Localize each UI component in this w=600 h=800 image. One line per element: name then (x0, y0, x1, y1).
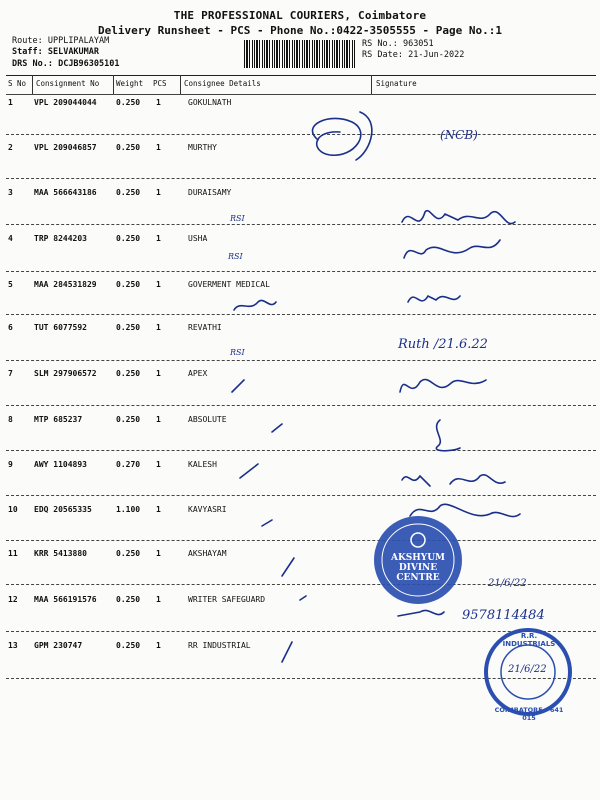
col-header-pcs: PCS (153, 79, 167, 88)
signature-mark (404, 240, 500, 258)
rs-date-value: 21-Jun-2022 (408, 50, 465, 60)
route-value: UPPLIPALAYAM (47, 36, 110, 46)
tick-mark (300, 596, 306, 600)
signature-mark (402, 211, 515, 224)
route-line: Route: UPPLIPALAYAM (12, 36, 110, 46)
handwriting-phone: 9578114484 (462, 608, 545, 623)
signature-mark (312, 112, 371, 160)
drs-value: DCJB96305101 (58, 59, 120, 69)
col-header-consignee: Consignee Details (184, 79, 261, 88)
signature-mark (398, 610, 444, 616)
col-header-signature: Signature (376, 79, 417, 88)
company-title: THE PROFESSIONAL COURIERS, Coimbatore (173, 9, 427, 22)
handwriting-ncb: (NCB) (440, 128, 478, 142)
col-header-consignment: Consignment No (36, 79, 100, 88)
signature-mark (402, 475, 505, 486)
rs-no-value: 963051 (402, 39, 434, 49)
handwriting-date: 21/6/22 (488, 578, 527, 589)
rr-stamp-date: 21/6/22 (508, 664, 547, 675)
tick-mark (240, 464, 258, 478)
staff-value: SELVAKUMAR (47, 47, 100, 57)
handwriting-revathi-date: Ruth /21.6.22 (398, 337, 488, 352)
akshyum-stamp-text: AKSHYUM DIVINE CENTRE (390, 553, 446, 583)
runsheet-subtitle: Delivery Runsheet - PCS - Phone No.:0422-3505555 - Page No.:1 (98, 24, 502, 37)
staff-line: Staff: SELVAKUMAR (12, 47, 100, 57)
handwriting-rsi: RSI (230, 214, 245, 223)
tick-mark (282, 642, 292, 662)
handwriting-rsi: RSI (228, 252, 243, 261)
rr-stamp-bottom: COIMBATORE - 641 015 (494, 706, 564, 722)
col-header-sno: S No (8, 79, 27, 88)
signature-mark (234, 300, 276, 310)
signature-mark (400, 379, 486, 392)
runsheet-page: THE PROFESSIONAL COURIERS, Coimbatore Delivery Runsheet - PCS - Phone No.:0422-3505555 - Page No.:1 Route: UPPLIPALAYAM Staff: SELVAKUMAR DRS No.: DCJB96305101 RS No.: 963051 RS Date: 21-Jun-2022 S No Consignment No Weight PCS Consignee Details Signature 1 VPL 209044044 0.250 1 GOKULNATH 2 VPL 209046857 0.250 1 MURTHY 3 MAA 566643186 0.250 1 DURAISAMY 4 TRP 8244203 0.250 1 USHA 5 MAA 284531829 0.250 1 GOVERMENT MEDICAL 6 TUT 6077592 0.250 1 REVATHI 7 SLM 297906572 0.250 1 APEX 8 MTP 685237 0.250 1 ABSOLUTE 9 AWY 1104893 0.270 1 KALESH 10 EDQ 20565335 1.100 1 KAVYASRI 11 KRR 5413880 0.250 1 AKSHAYAM 12 MAA 566191576 0.250 1 WRITER SAFEGUARD 13 GPM 230747 0.250 1 RR INDUSTRIAL AKSHYUM DIVINE CENTRE R.R. INDUSTRIALS COIMBATORE - 641 015 21/6/22 (NCB) RSI RSI RSI Ruth /21.6.22 9578114484 21/6/22 (0, 0, 600, 800)
rr-stamp-top: R.R. INDUSTRIALS (502, 632, 556, 648)
rs-date-line: RS Date: 21-Jun-2022 (362, 50, 465, 60)
col-header-weight: Weight (116, 79, 144, 88)
rs-no-line: RS No.: 963051 (362, 39, 434, 49)
tick-mark (232, 380, 244, 392)
handwriting-rsi: RSI (230, 348, 245, 357)
tick-mark (272, 424, 282, 432)
drs-line: DRS No.: DCJB96305101 (12, 59, 120, 69)
signature-mark (436, 420, 460, 451)
signature-mark (410, 504, 520, 516)
tick-mark (262, 520, 272, 526)
signature-mark (408, 296, 460, 302)
tick-mark (282, 558, 294, 576)
